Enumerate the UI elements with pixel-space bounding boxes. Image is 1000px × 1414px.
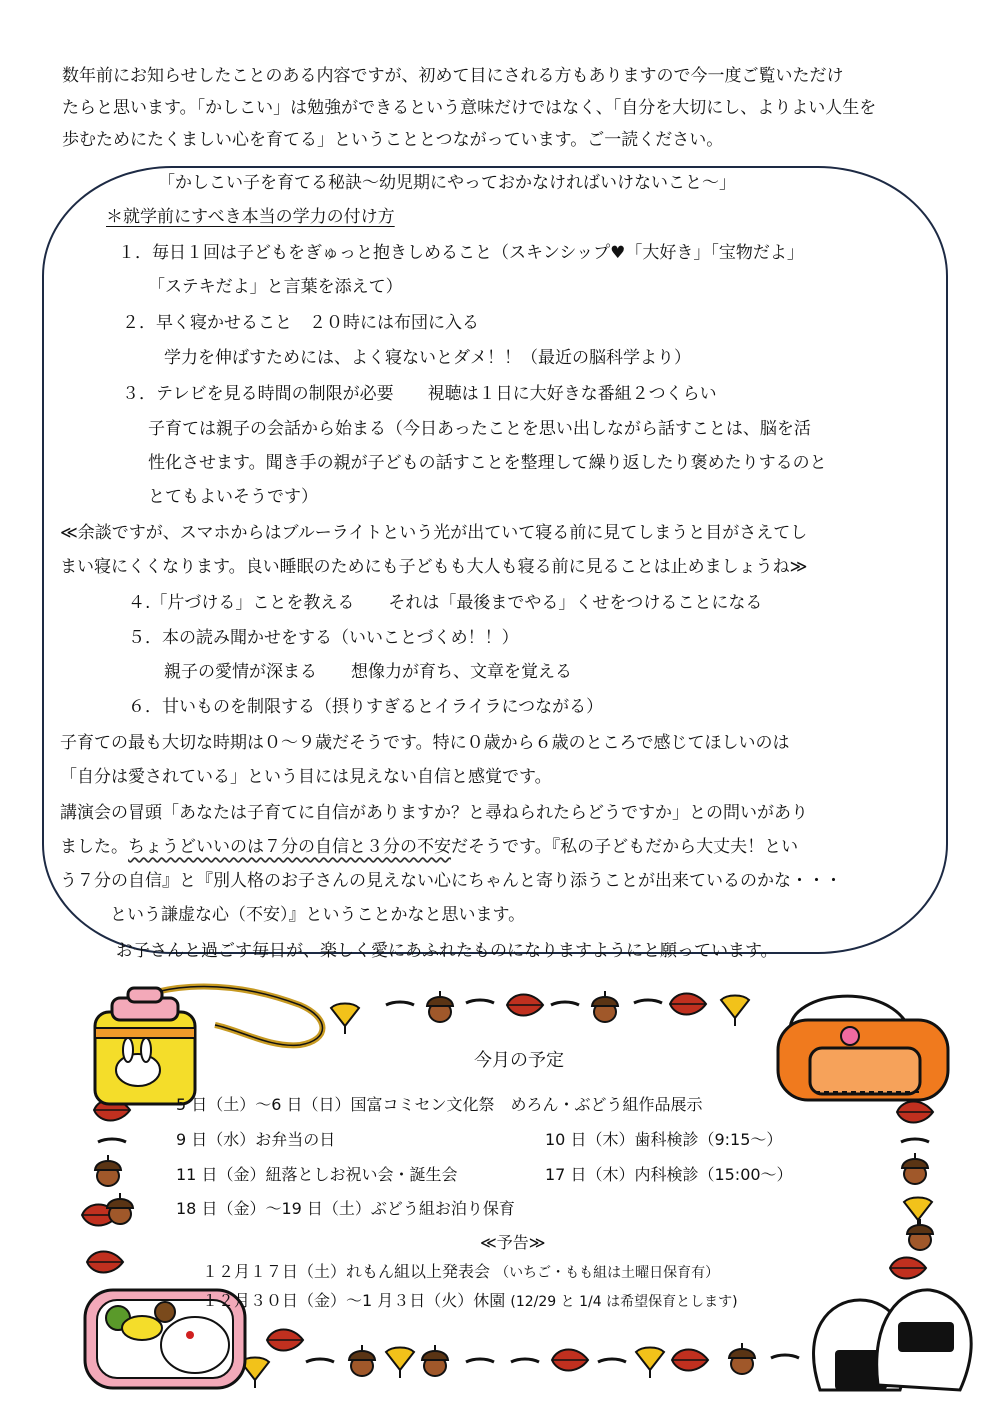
intro-line: 歩むためにたくましい心を育てる」ということとつながっています。ご一読ください。	[62, 130, 724, 150]
paragraph-line: という謙虚な心（不安）』ということかなと思います。	[110, 905, 526, 925]
schedule-row: 5 日（土）～6 日（日）国富コミセン文化祭 めろん・ぶどう組作品展示	[176, 1095, 703, 1114]
paragraph-line: 「自分は愛されている」という目には見えない自信と感覚です。	[60, 767, 552, 787]
schedule-row: 11 日（金）紐落としお祝い会・誕生会	[176, 1165, 458, 1184]
backpack-illustration	[778, 996, 948, 1100]
list-item-6: ６．甘いものを制限する（摂りすぎるとイライラにつながる）	[128, 697, 604, 717]
schedule-row: 17 日（木）内科検診（15:00～）	[545, 1165, 793, 1184]
article-title: 「かしこい子を育てる秘訣～幼児期にやっておかなければいけないこと～」	[158, 173, 736, 193]
list-item-text: 「大好き」「宝物だよ」	[625, 243, 804, 263]
intro-line: たらと思います。「かしこい」は勉強ができるという意味だけではなく、「自分を大切にし、よりよい人生を	[62, 98, 877, 118]
paragraph-line: 子育ての最も大切な時期は０～９歳だそうです。特に０歳から６歳のところで感じてほしいのは	[60, 733, 790, 753]
notice-note: （いちご・もも組は土曜日保育有）	[495, 1265, 720, 1281]
schedule-row: 9 日（水）お弁当の日	[176, 1130, 336, 1149]
list-item-4: ４.「片づける」ことを教える それは「最後までやる」くせをつけることになる	[128, 593, 763, 613]
list-item-3-cont: とてもよいそうです）	[148, 487, 318, 507]
article-subtitle: ＊就学前にすべき本当の学力の付け方	[106, 207, 395, 227]
left-decoration-column	[82, 1100, 133, 1273]
closing-line: お子さんと過ごす毎日が、楽しく愛にあふれたものになりますようにと願っています。	[116, 941, 778, 961]
list-item-2: ２．早く寝かせること ２０時には布団に入る	[122, 313, 479, 333]
water-bottle-illustration	[95, 986, 323, 1104]
list-item-3: ３．テレビを見る時間の制限が必要 視聴は１日に大好きな番組２つくらい	[122, 384, 717, 404]
paragraph-line: う７分の自信』と『別人格のお子さんの見えない心にちゃんと寄り添うことが出来ているのかな・・・	[60, 871, 842, 891]
schedule-row: 10 日（木）歯科検診（9:15～）	[545, 1130, 783, 1149]
heart-icon: ♥	[610, 243, 626, 263]
list-item-5: ５．本の読み聞かせをする（いいことづくめ！！）	[128, 628, 519, 648]
notice-row	[202, 1257, 719, 1288]
notice-text: １２月３０日（金）～1 月３日（火）休園	[202, 1291, 506, 1310]
notice-title: ≪予告≫	[480, 1233, 546, 1252]
list-item-2-cont: 学力を伸ばすためには、よく寝ないとダメ！！（最近の脳科学より）	[164, 348, 691, 368]
list-item-1-cont: 「ステキだよ」と言葉を添えて）	[148, 277, 403, 297]
schedule-title: 今月の予定	[474, 1050, 564, 1071]
bottom-decoration-row	[241, 1330, 799, 1389]
list-item-3-cont: 子育ては親子の会話から始まる（今日あったことを思い出しながら話すことは、脳を活	[148, 419, 811, 439]
list-item-3-cont: 性化させます。聞き手の親が子どもの話すことを整理して繰り返したり褒めたりするのと	[148, 453, 827, 473]
notice-note: (12/29 と 1/4 は希望保育とします)	[510, 1294, 738, 1310]
notice-text: １２月１７日（土）れもん組以上発表会	[202, 1262, 491, 1281]
paragraph-line: 講演会の冒頭「あなたは子育てに自信がありますか？と尋ねられたらどうですか」との問いがあり	[60, 803, 808, 823]
top-decoration-row	[331, 991, 749, 1034]
paragraph-text: ました。	[60, 837, 128, 857]
rice-ball-illustration	[814, 1290, 972, 1390]
intro-line: 数年前にお知らせしたことのある内容ですが、初めて目にされる方もありますので今一度ご覧いただけ	[62, 66, 844, 86]
highlight-text: ちょうどいいのは７分の自信と３分の不安	[128, 837, 451, 857]
list-item-text: １．毎日１回は子どもをぎゅっと抱きしめること（スキンシップ	[118, 243, 611, 263]
aside-line: まい寝にくくなります。良い睡眠のためにも子どもも大人も寝る前に見ることは止めましょうね≫	[60, 557, 808, 577]
notice-row	[202, 1286, 738, 1317]
schedule-row: 18 日（金）～19 日（土）ぶどう組お泊り保育	[176, 1199, 515, 1218]
paragraph-text: だそうです。『私の子どもだから大丈夫！とい	[451, 837, 799, 857]
aside-line: ≪余談ですが、スマホからはブルーライトという光が出ていて寝る前に見てしまうと目がさえてし	[60, 523, 808, 543]
list-item-5-cont: 親子の愛情が深まる 想像力が育ち、文章を覚える	[164, 662, 572, 682]
